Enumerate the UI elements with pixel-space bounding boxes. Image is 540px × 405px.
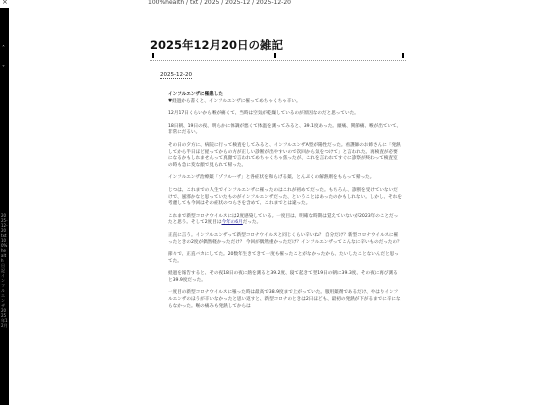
section-heading: インフルエンザに罹患した [168, 92, 223, 97]
title-underline [150, 54, 406, 61]
paragraph [168, 214, 402, 227]
top-bar [0, 0, 540, 8]
paragraph: 正直に言う。インフルエンザって新型コロナウイルスと同じくらい辛いね？ 自分だけ？新型コロナウイルスに罹ったときの2度が偶然軽かっただけ？ 今回が偶然重かっただけ？インフルエンザってこんなに辛いものだったの？ [168, 232, 402, 245]
breadcrumb[interactable]: 100%health / txt / 2025 / 2025-12 / 2025-12-20 [148, 0, 291, 6]
paragraph: 節々で、正直バカにしてた。20数年生きてきて一度も罹ったことがなかったから、たいしたことないんだと思ってた。 [168, 252, 399, 264]
paragraph: 18日朝、19日の夜、明らかに体調が悪くて体温を測ってみると、39.1度あった。頭痛、関節痛、喉が出ていて、非常にだるい。 [168, 123, 402, 136]
article [150, 38, 406, 316]
paragraph: じつは、これまでの人生でインフルエンザに罹ったのはこれが初めてだった。もちろん、診断を受けていないだけで、風邪かなと思っていたものがインフルエンザだった、ということはあったのかもしれない。しかし、それを考慮しても今回はその症状のつらさを含めて、これまでとは違った。 [168, 187, 402, 207]
paragraph: その日の夕方に、病院に行って検査をしてみると、インフルエンザA型が陽性だった。看護師のお姉さんに「発熱してから半日ほど経ってからの方が正しい診断が出やすいので次回から気をつけて」と言われた。再検査が必要になるかもしれませんって真顔で言われてめちゃくちゃ焦ったが、これを言われてすぐに診察が終わって検査室の時も急に変な顔で見られて帰った。 [168, 142, 401, 168]
marker [152, 53, 154, 58]
paragraph: 12月17日くらいから喉が痛くて、当時は空気が乾燥しているのが原因なのだと思っていた。 [168, 111, 359, 117]
sidebar-meta-text: 2025-12-20 txt 100%health 日記 インフルエンザ 2025年12月 [1, 213, 8, 328]
inline-link[interactable]: 今年の6月 [221, 220, 243, 226]
chevron-up-icon[interactable]: ˄ [2, 45, 5, 52]
post-date: 2025-12-20 [160, 72, 192, 78]
paragraph-text: これまで新型コロナウイルスには2度感染している。一度目は、明確な時期は覚えていないが2023年のことだったと思う。そして2度目は [168, 213, 399, 226]
article-body [150, 92, 402, 310]
chevron-down-icon[interactable]: ˅ [2, 65, 5, 72]
paragraph: 経過を報告すると、その夜18日の夜に熱を測ると39.2度、寝て起きて翌19日の朝に39.3度、その夜に再び測ると39.9度だった。 [168, 271, 398, 283]
paragraph-text: だった。 [242, 220, 262, 226]
close-icon[interactable]: × [2, 0, 8, 6]
paragraph: 一度目の新型コロナウイルスに罹った時は最高で38.9度まで上がっていた。服用薬剤であるだけ、やはりインフルエンザのほうが辛いなかったと思い返すと、新型コロナのときは2日ほども、最初の発熱が下がるまでに辛にならなかった。喉の痛みも発熱してからは [168, 290, 401, 309]
marker [402, 53, 404, 58]
page-title: 2025年12月20日の雑記 [150, 38, 284, 52]
marker [274, 53, 276, 58]
paragraph: ♥経過から書くと、インフルエンザに罹ってめちゃくちゃ辛い。 [168, 98, 301, 104]
sidebar [0, 8, 9, 405]
paragraph: インフルエンザ治療薬「ゾフルーザ」と各症状を和らげる薬、とんぷくの解熱剤をもらって帰った。 [168, 175, 375, 181]
